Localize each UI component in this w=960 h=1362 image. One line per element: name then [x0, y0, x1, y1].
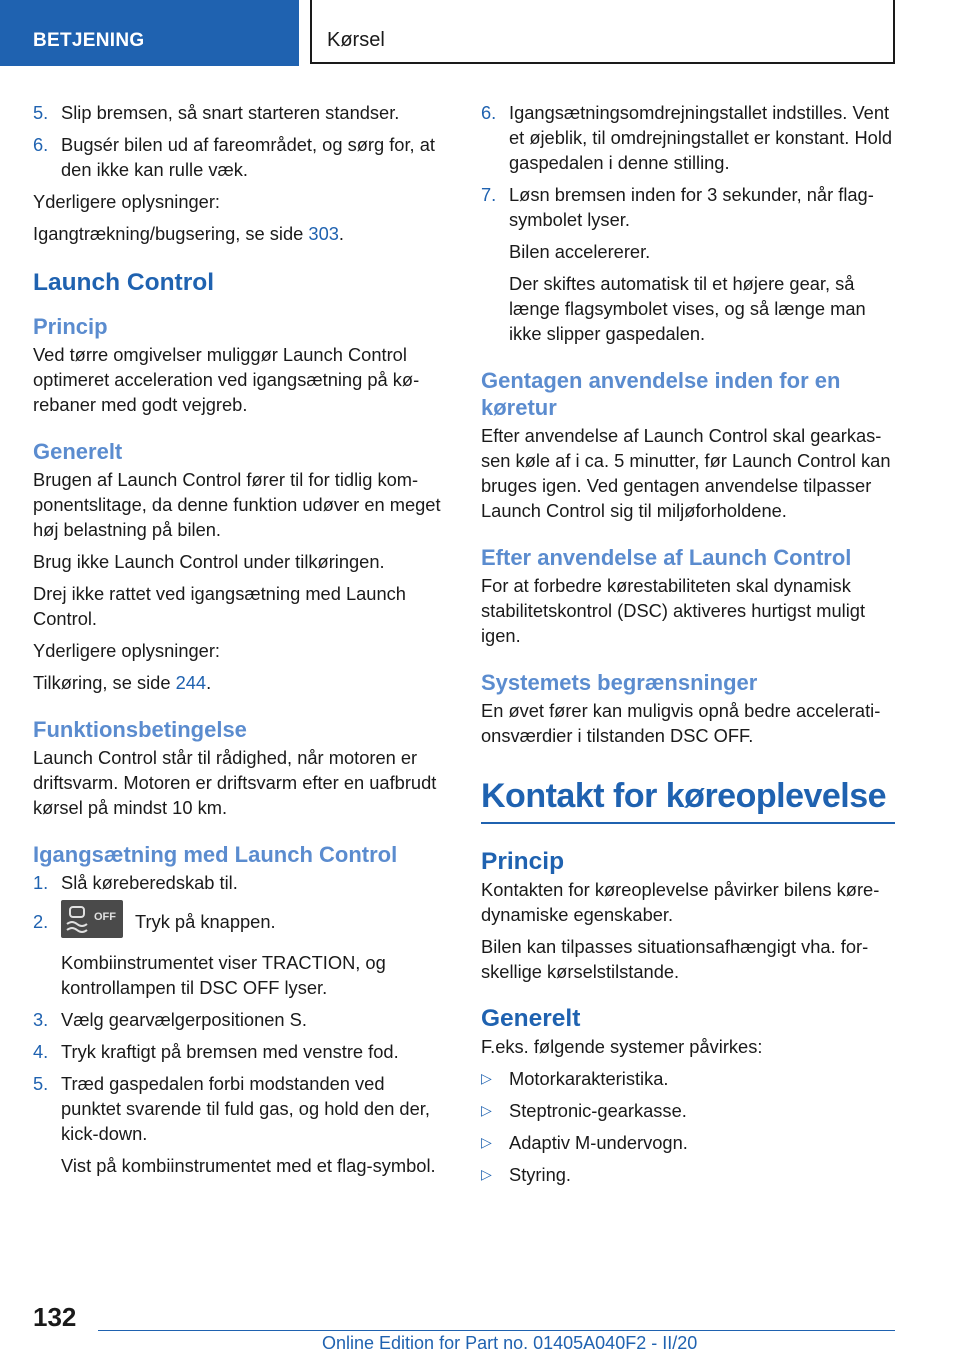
- subsection-heading: Systemets begrænsninger: [481, 670, 758, 695]
- step-text: Igangsætningsomdrejningstallet indstilles. Vent et øjeblik, til omdrejningstallet er konstant. Hold gaspedalen i denne stilling.: [509, 102, 893, 173]
- paragraph: En øvet fører kan muligvis opnå bedre accelerationsværdier i tilstanden DSC OFF.: [481, 700, 881, 746]
- step-continuation: Der skiftes automatisk til et højere gear, så længe flagsymbolet vises, og så længe man ikke slipper gaspedalen.: [509, 273, 866, 344]
- list-item: [33, 1071, 448, 1146]
- subsection-heading: Gentagen anvendelse inden for en køretur: [481, 368, 841, 420]
- triangle-bullet-icon: ▷: [481, 1102, 492, 1118]
- subsection-heading: Funktionsbetingelse: [33, 717, 247, 742]
- dsc-off-button-icon: [61, 900, 123, 938]
- page-link[interactable]: 244: [175, 672, 207, 693]
- page-number: 132: [33, 1302, 77, 1332]
- subsection-heading: Princip: [481, 848, 565, 875]
- paragraph: For at forbedre kørestabiliteten skal dynamisk stabilitetskontrol (DSC) aktiveres hurtigst muligt igen.: [481, 575, 866, 646]
- right-column: [481, 100, 895, 1194]
- list-item: [33, 132, 448, 182]
- cross-reference: Igangtrækning/bugsering, se side 303.: [33, 223, 345, 244]
- list-item: [33, 1039, 448, 1064]
- paragraph: Brug ikke Launch Control under tilkøringen.: [33, 551, 385, 572]
- list-item: [33, 870, 448, 895]
- step-number: 5.: [33, 102, 49, 123]
- step-text: Tryk på knappen.: [135, 910, 276, 932]
- list-item: [481, 1066, 895, 1091]
- step-text: Træd gaspedalen forbi modstanden ved punktet svarende til fuld gas, og hold den der, kick-down.: [61, 1073, 430, 1144]
- step-continuation: Vist på kombiinstrumentet med et flag-symbol.: [61, 1155, 436, 1176]
- list-item: [33, 902, 448, 940]
- step-number: 7.: [481, 184, 497, 205]
- step-continuation: Kombiinstrumentet viser TRACTION, og kontrollampen til DSC OFF lyser.: [61, 952, 386, 998]
- list-item: [481, 1130, 895, 1155]
- footer-rule: [98, 1330, 895, 1331]
- paragraph: Drej ikke rattet ved igangsætning med Launch Control.: [33, 583, 406, 629]
- step-text: Tryk kraftigt på bremsen med venstre fod.: [61, 1041, 399, 1062]
- paragraph: Ved tørre omgivelser muliggør Launch Control optimeret acceleration ved igangsætning på kørebaner med godt vejgreb.: [33, 344, 420, 415]
- step-continuation: Bilen accelererer.: [509, 241, 651, 262]
- step-number: 2.: [33, 910, 49, 932]
- list-item: [33, 100, 448, 125]
- section-heading: Launch Control: [33, 269, 215, 296]
- list-item: [481, 100, 895, 175]
- more-info-label: Yderligere oplysninger:: [33, 640, 220, 661]
- triangle-bullet-icon: ▷: [481, 1070, 492, 1086]
- paragraph: Launch Control står til rådighed, når motoren er driftsvarm. Motoren er driftsvarm efter en uafbrudt kørsel på mindst 10 km.: [33, 747, 437, 818]
- subsection-heading: Generelt: [33, 439, 123, 464]
- chapter-heading: Kontakt for køreoplevelse: [481, 777, 887, 815]
- edition-note: Online Edition for Part no. 01405A040F2 - II/20: [322, 1333, 698, 1353]
- page-link[interactable]: 303: [308, 223, 339, 244]
- step-text: Vælg gearvælgerpositionen S.: [61, 1009, 307, 1030]
- heading-rule: [481, 822, 895, 824]
- list-item: [481, 1162, 895, 1187]
- step-number: 6.: [33, 134, 49, 155]
- list-item: [481, 182, 895, 232]
- step-number: 3.: [33, 1009, 49, 1030]
- paragraph: Bilen kan tilpasses situationsafhængigt vha. forskellige kørselstilstande.: [481, 936, 869, 982]
- step-number: 6.: [481, 102, 497, 123]
- triangle-bullet-icon: ▷: [481, 1166, 492, 1182]
- cross-reference: Tilkøring, se side 244.: [33, 672, 212, 693]
- step-number: 4.: [33, 1041, 49, 1062]
- svg-text:OFF: OFF: [94, 911, 116, 923]
- paragraph: Brugen af Launch Control fører til for tidlig komponentslitage, da denne funktion udøver en meget høj belastning på bilen.: [33, 469, 441, 540]
- bullet-text: Motorkarakteristika.: [509, 1068, 669, 1089]
- subsection-heading: Igangsætning med Launch Control: [33, 842, 398, 867]
- bullet-text: Adaptiv M-undervogn.: [509, 1132, 688, 1153]
- chapter-title: Kørsel: [310, 0, 895, 64]
- step-text: Slip bremsen, så snart starteren standser.: [61, 102, 400, 123]
- list-item: [481, 1098, 895, 1123]
- page-header: [0, 0, 960, 66]
- subsection-heading: Generelt: [481, 1005, 581, 1032]
- step-number: 5.: [33, 1073, 49, 1094]
- step-text: Bugsér bilen ud af fareområdet, og sørg for, at den ikke kan rulle væk.: [61, 134, 435, 180]
- left-column: [33, 100, 448, 1185]
- triangle-bullet-icon: ▷: [481, 1134, 492, 1150]
- subsection-heading: Efter anvendelse af Launch Control: [481, 545, 852, 570]
- bullet-text: Styring.: [509, 1164, 571, 1185]
- subsection-heading: Princip: [33, 314, 108, 339]
- section-tab: BETJENING: [0, 0, 299, 66]
- step-number: 1.: [33, 872, 49, 893]
- list-item: [33, 1007, 448, 1032]
- step-text: Løsn bremsen inden for 3 sekunder, når flagsymbolet lyser.: [509, 184, 874, 230]
- paragraph: Kontakten for køreoplevelse påvirker bilens køredynamiske egenskaber.: [481, 879, 880, 925]
- paragraph: Efter anvendelse af Launch Control skal gearkassen køle af i ca. 5 minutter, før Launch Control kan bruges igen. Ved gentagen anvendelse tilpasser Launch Control sig til miljøforholdene.: [481, 425, 891, 521]
- step-text: Slå køreberedskab til.: [61, 872, 238, 893]
- paragraph: F.eks. følgende systemer påvirkes:: [481, 1036, 763, 1057]
- more-info-label: Yderligere oplysninger:: [33, 191, 220, 212]
- bullet-text: Steptronic-gearkasse.: [509, 1100, 687, 1121]
